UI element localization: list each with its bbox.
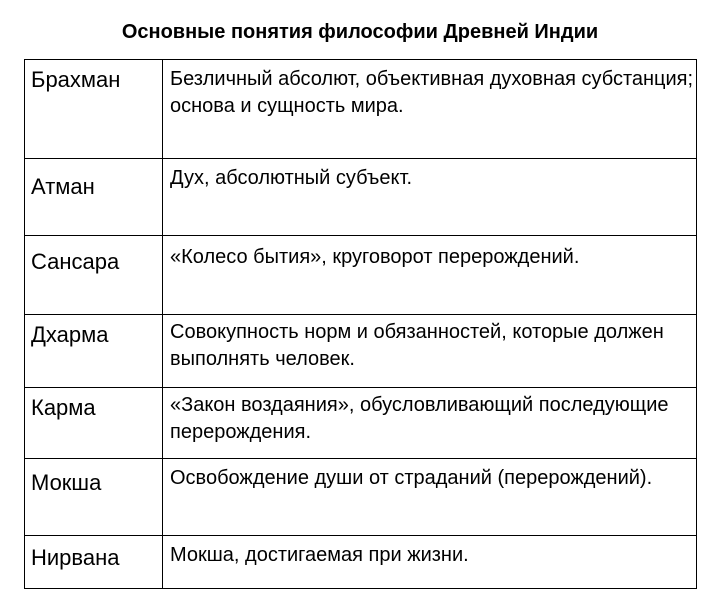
table-row xyxy=(25,536,697,589)
table-row xyxy=(25,236,697,315)
table-row xyxy=(25,459,697,536)
page-title: Основные понятия философии Древней Индии xyxy=(121,21,599,43)
definition-cell: «Колесо бытия», круговорот перерождений. xyxy=(163,236,697,315)
table-row xyxy=(25,315,697,388)
concepts-table xyxy=(24,59,697,589)
table-row xyxy=(25,60,697,159)
definition-cell: Мокша, достигаемая при жизни. xyxy=(163,536,697,589)
term-cell: Нирвана xyxy=(25,536,163,589)
definition-cell: Освобождение души от страданий (перерождений). xyxy=(163,459,697,536)
definition-cell: Безличный абсолют, объективная духовная субстанция; основа и сущность мира. xyxy=(163,60,697,159)
table-row xyxy=(25,388,697,459)
term-cell: Сансара xyxy=(25,236,163,315)
table-row xyxy=(25,159,697,236)
term-cell: Мокша xyxy=(25,459,163,536)
definition-cell: Дух, абсолютный субъект. xyxy=(163,159,697,236)
term-cell: Дхарма xyxy=(25,315,163,388)
term-cell: Брахман xyxy=(25,60,163,159)
definition-cell: «Закон воздаяния», обусловливающий последующие перерождения. xyxy=(163,388,697,459)
definition-cell: Совокупность норм и обязанностей, которые должен выполнять человек. xyxy=(163,315,697,388)
term-cell: Атман xyxy=(25,159,163,236)
term-cell: Карма xyxy=(25,388,163,459)
